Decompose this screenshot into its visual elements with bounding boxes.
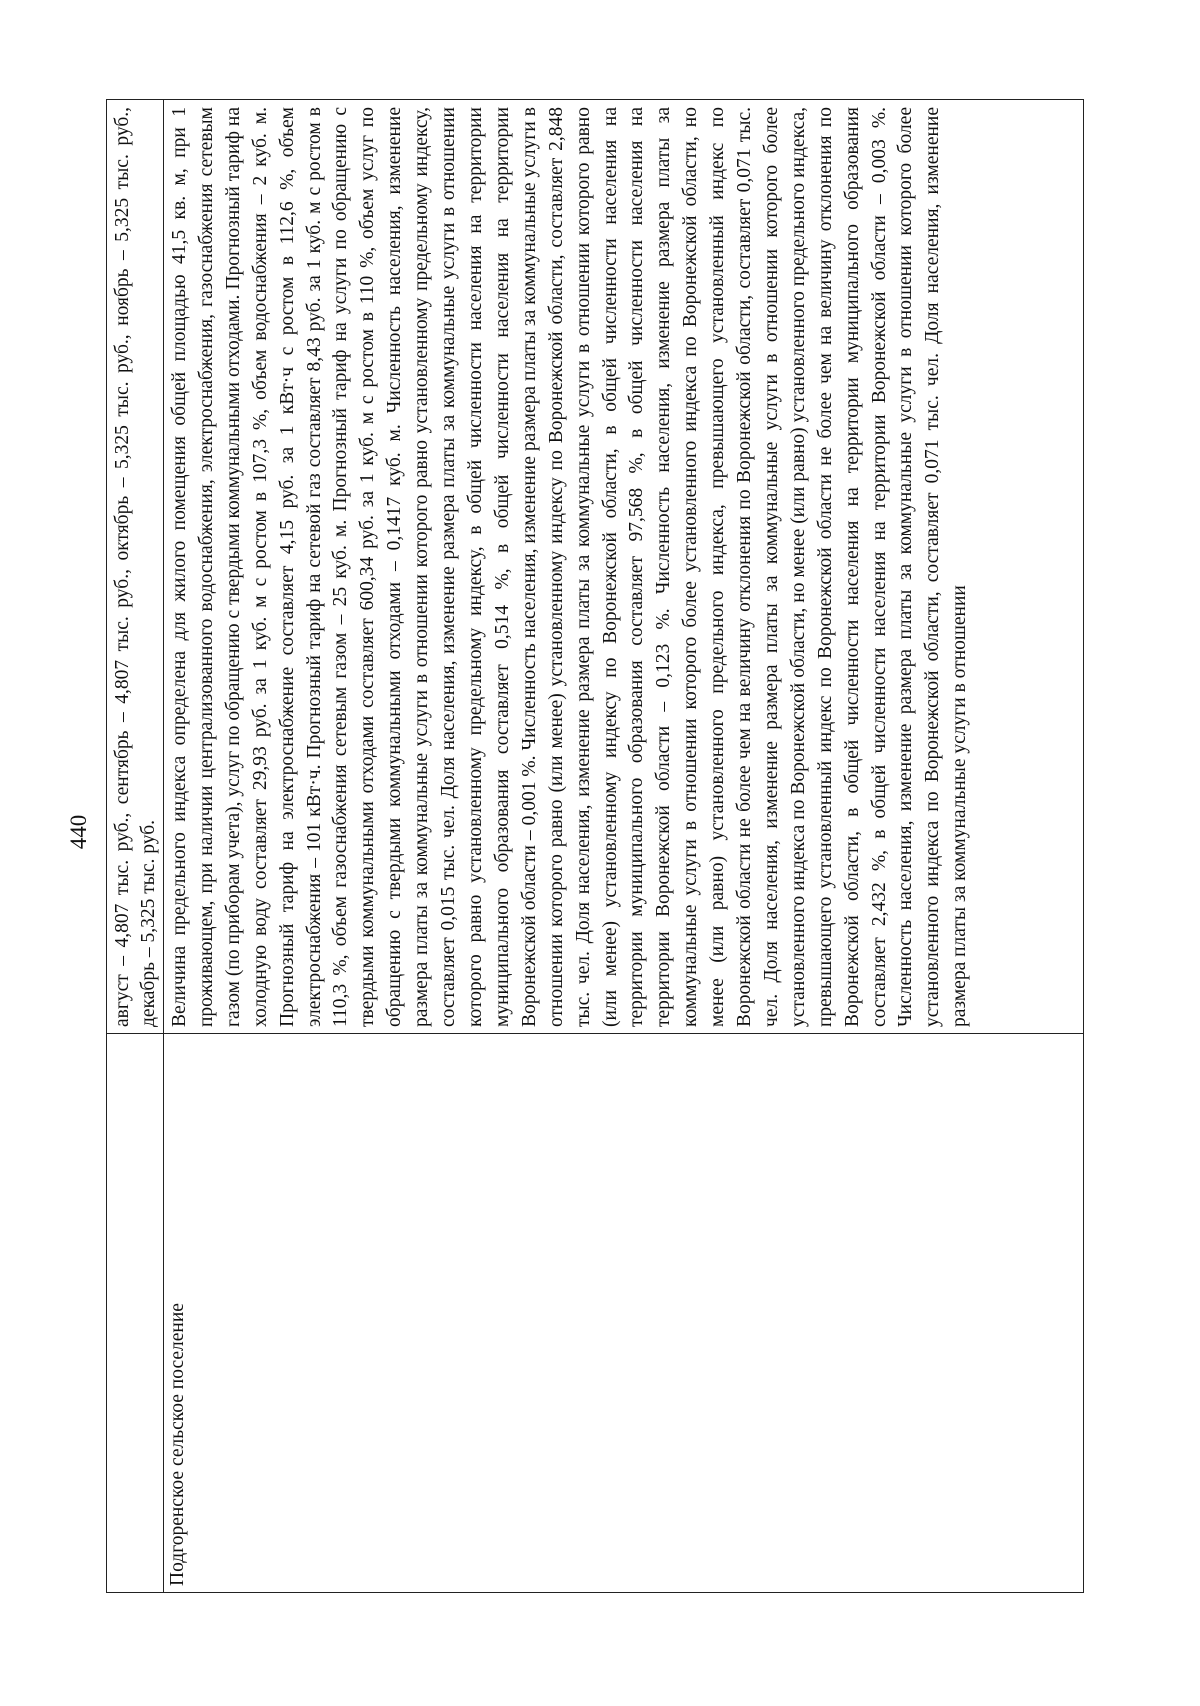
continued-row-text: август – 4,807 тыс. руб., сентябрь – 4,807 тыс. руб., октябрь – 5,325 тыс. руб., ноябрь – 5,325 тыс. руб., декабрь – 5,325 тыс. руб. bbox=[112, 107, 159, 1027]
description-cell bbox=[164, 99, 1083, 1033]
settlement-cell-empty bbox=[107, 1033, 163, 1593]
description-text: Величина предельного индекса определена для жилого помещения общей площадью 41,5 кв. м, при 1 проживающем, при наличии централизованного водоснабжения, электроснабжения, газоснабжения сетевым газом (по приборам учета), услуг по обращению с твердыми коммунальными отходами. Прогнозный тариф на холодную воду составляет 29,93 руб. за 1 куб. м с ростом в 107,3 %, объем водоснабжения – 2 куб. м. Прогнозный тариф на электроснабжение составляет 4,15 руб. за 1 кВт·ч с ростом в 112,6 %, объем электроснабжения – 101 кВт·ч. Прогнозный тариф на сетевой газ составляет 8,43 руб. за 1 куб. м с ростом в 110,3 %, объем газоснабжения сетевым газом – 25 куб. м. Прогнозный тариф на услуги по обращению с твердыми коммунальными отходами составляет 600,34 руб. за 1 куб. м с ростом в 110 %, объем услуг по обращению с твердыми коммунальными отходами – 0,1417 куб. м. Численность населения, изменение размера платы за коммунальные услуги в отношении которого равно установленному предельному индексу, составляет 0,015 тыс. чел. Доля населения, изменение размера платы за коммунальные услуги в отношении которого равно установленному предельному индексу, в общей численности населения на территории муниципального образования составляет 0,514 %, в общей численности населения на территории Воронежской области – 0,001 %. Численность населения, изменение размера платы за коммунальные услуги в отношении которого равно (или менее) установленному индексу по Воронежской области, составляет 2,848 тыс. чел. Доля населения, изменение размера платы за коммунальные услуги в отношении которого равно (или менее) установленному индексу по Воронежской области, в общей численности населения на территории муниципального образования составляет 97,568 %, в общей численности населения на территории Воронежской области – 0,123 %. Численность населения, изменение размера платы за коммунальные услуги в отношении которого более установленного индекса по Воронежской области, но менее (или равно) установленного предельного индекса, превышающего установленный индекс по Воронежской области не более чем на величину отклонения по Воронежской области, составляет 0,071 тыс. чел. Доля населения, изменение размера платы за коммунальные услуги в отношении которого более установленного индекса по Воронежской области, но менее (или равно) установленного предельного индекса, превышающего установленный индекс по Воронежской области не более чем на величину отклонения по Воронежской области, в общей численности населения на территории муниципального образования составляет 2,432 %, в общей численности населения на территории Воронежской области – 0,003 %. Численность населения, изменение размера платы за коммунальные услуги в отношении которого более установленного индекса по Воронежской области, составляет 0,071 тыс. чел. Доля населения, изменение размера платы за коммунальные услуги в отношении bbox=[169, 107, 971, 1027]
table-row-continued bbox=[106, 99, 164, 1593]
settlement-name: Подгоренское сельское поселение bbox=[167, 1303, 188, 1586]
page-number: 440 bbox=[66, 814, 91, 850]
settlement-cell bbox=[164, 1033, 1083, 1593]
tariff-index-table bbox=[106, 99, 1084, 1593]
table-row-settlement bbox=[164, 99, 1084, 1593]
description-cell-continued bbox=[107, 99, 163, 1033]
rotated-table-content bbox=[106, 99, 1084, 1593]
